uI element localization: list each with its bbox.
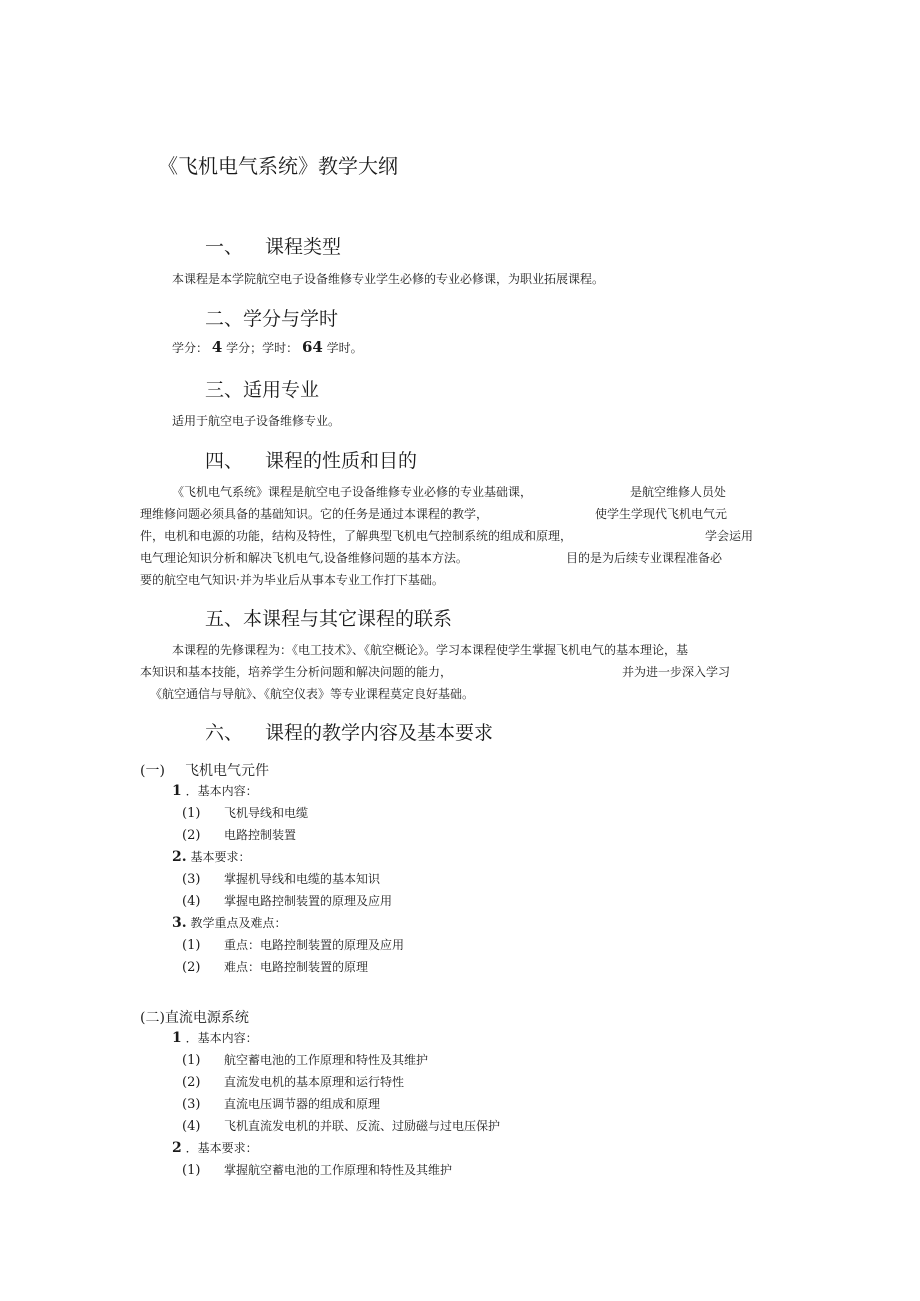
list-item [182, 804, 308, 821]
section-3-body: 适用于航空电子设备维修专业。 [172, 414, 341, 428]
item-number: (4) [182, 1119, 201, 1134]
item-number: (3) [182, 1097, 201, 1112]
list-item [182, 1095, 380, 1112]
item-text: 难点：电路控制装置的原理 [224, 960, 369, 974]
item-number: (2) [182, 960, 201, 975]
section-4-heading: 课程的性质和目的 [265, 450, 418, 472]
item-text: 掌握机导线和电缆的基本知识 [224, 872, 381, 886]
list-item [182, 1161, 452, 1178]
group-number: 3. [172, 915, 187, 931]
item-text: 掌握电路控制装置的原理及应用 [224, 894, 393, 908]
credits-value: 4 [211, 338, 223, 356]
section-4-line-3a: 件，电机和电源的功能，结构及特性，了解典型飞机电气控制系统的组成和原理， [140, 529, 573, 543]
group-number: 1 [172, 1030, 182, 1046]
item-text: 飞机直流发电机的并联、反流、过励磁与过电压保护 [224, 1119, 501, 1133]
section-4-number: 四、 [205, 450, 244, 472]
group-label: ．基本要求： [185, 1141, 258, 1155]
section-6-number: 六、 [205, 722, 244, 744]
part-1-heading: 飞机电气元件 [185, 763, 269, 779]
list-item [182, 870, 380, 887]
section-3-heading: 三、适用专业 [205, 379, 320, 401]
item-number: (1) [182, 938, 201, 953]
section-1-body: 本课程是本学院航空电子设备维修专业学生必修的专业必修课，为职业拓展课程。 [172, 272, 605, 286]
document-title: 《飞机电气系统》教学大纲 [158, 154, 398, 178]
part-1-group-2 [172, 848, 250, 865]
section-1-heading: 课程类型 [265, 236, 342, 258]
part-2-group-2 [172, 1139, 258, 1156]
group-number: 1 [172, 783, 182, 799]
group-label: ．基本内容： [185, 1031, 258, 1045]
item-number: (1) [182, 1163, 201, 1178]
group-label: ．基本内容： [185, 784, 258, 798]
section-2-heading: 二、学分与学时 [205, 308, 339, 330]
part-2-heading: (二)直流电源系统 [140, 1010, 249, 1026]
credits-label: 学分： [172, 341, 209, 355]
list-item [182, 826, 296, 843]
item-number: (1) [182, 1053, 201, 1068]
section-5-heading: 五、本课程与其它课程的联系 [205, 608, 453, 630]
list-item [182, 892, 392, 909]
section-5-line-3: 《航空通信与导航》、《航空仪表》等专业课程莫定良好基础。 [150, 687, 475, 701]
part-2-group-1 [172, 1029, 258, 1046]
section-4-line-2b: 使学生学现代飞机电气元 [595, 507, 728, 521]
item-text: 航空蓄电池的工作原理和特性及其维护 [224, 1053, 429, 1067]
section-5-line-2b: 并为进一步深入学习 [622, 665, 731, 679]
group-number: 2. [172, 849, 187, 865]
group-number: 2 [172, 1140, 182, 1156]
section-6-heading: 课程的教学内容及基本要求 [265, 722, 494, 744]
list-item [182, 1073, 404, 1090]
section-1-number: 一、 [205, 236, 244, 258]
item-text: 直流发电机的基本原理和运行特性 [224, 1075, 405, 1089]
hours-value: 64 [301, 338, 323, 356]
part-1-group-1 [172, 782, 258, 799]
section-4-line-1a: 《飞机电气系统》课程是航空电子设备维修专业必修的专业基础课， [172, 485, 533, 499]
part-1-number: (一) [140, 763, 165, 779]
list-item [182, 936, 404, 953]
item-text: 电路控制装置 [224, 828, 297, 842]
item-text: 重点：电路控制装置的原理及应用 [224, 938, 405, 952]
item-number: (3) [182, 872, 201, 887]
section-4-line-3b: 学会运用 [705, 529, 754, 543]
item-text: 直流电压调节器的组成和原理 [224, 1097, 381, 1111]
item-number: (2) [182, 828, 201, 843]
section-4-line-4a: 电气理论知识分析和解决飞机电气,设备维修问题的基本方法。 [140, 551, 468, 565]
section-4-line-1b: 是航空维修人员处 [630, 485, 727, 499]
group-label: 教学重点及难点： [190, 916, 287, 930]
item-number: (1) [182, 806, 201, 821]
section-2-body [172, 338, 363, 356]
list-item [182, 1117, 500, 1134]
section-4-line-5: 要的航空电气知识·并为毕业后从事本专业工作打下基础。 [140, 573, 444, 587]
item-text: 飞机导线和电缆 [224, 806, 309, 820]
section-5-line-2a: 本知识和基本技能，培养学生分析问题和解决问题的能力， [140, 665, 453, 679]
item-number: (4) [182, 894, 201, 909]
list-item [182, 1051, 428, 1068]
group-label: 基本要求： [190, 850, 251, 864]
section-4-line-2a: 理维修问题必须具备的基础知识。它的任务是通过本课程的教学， [140, 507, 489, 521]
hours-unit: 学时。 [326, 341, 363, 355]
section-5-line-1: 本课程的先修课程为：《电工技术》、《航空概论》。学习本课程使学生掌握飞机电气的基本理论，基 [172, 643, 689, 657]
part-1-group-3 [172, 914, 286, 931]
item-text: 掌握航空蓄电池的工作原理和特性及其维护 [224, 1163, 453, 1177]
section-4-line-4b: 目的是为后续专业课程准备必 [566, 551, 723, 565]
hours-label: 学分；学时： [226, 341, 299, 355]
list-item [182, 958, 368, 975]
item-number: (2) [182, 1075, 201, 1090]
